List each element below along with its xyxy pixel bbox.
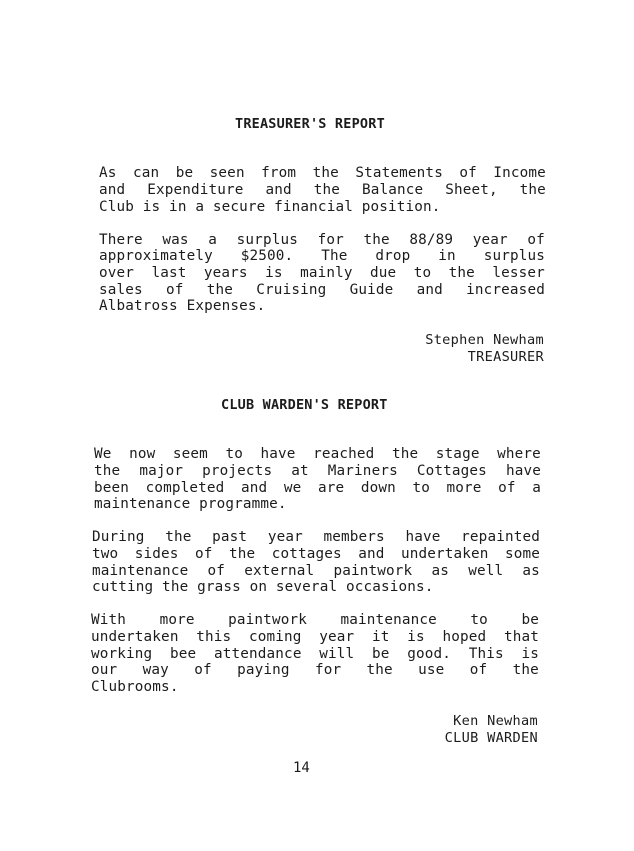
word: There [99, 232, 143, 248]
word: now [129, 446, 156, 462]
word: of [194, 662, 212, 678]
warden-signature-title: CLUB WARDEN [444, 730, 538, 746]
word: way [142, 662, 169, 678]
word: Income [493, 165, 546, 181]
word: to [412, 480, 430, 496]
word: Cottages [416, 463, 487, 479]
word: of [166, 282, 184, 298]
word: our [91, 662, 118, 678]
word: of [498, 480, 516, 496]
word: of [527, 232, 545, 248]
word: stage [435, 446, 480, 462]
word: cottages [271, 546, 342, 562]
word: coming [249, 629, 302, 645]
word: from [261, 165, 297, 181]
word: Cruising [256, 282, 327, 298]
word: surplus [236, 232, 298, 248]
paragraph-line [92, 563, 540, 579]
word: to [470, 612, 488, 628]
word: the [512, 662, 539, 678]
word: increased [466, 282, 545, 298]
word: drop [375, 248, 411, 264]
word: be [372, 646, 390, 662]
word: The [321, 248, 348, 264]
word: years [203, 265, 248, 281]
paragraph-line [99, 282, 545, 298]
word: bee [170, 646, 197, 662]
word: and [265, 182, 292, 198]
word: paying [237, 662, 290, 678]
word: more [159, 612, 195, 628]
word: the [228, 546, 256, 562]
word: in [438, 248, 456, 264]
word: where [497, 446, 541, 462]
word: have [505, 463, 541, 479]
word: paintwork [333, 563, 413, 579]
word: that [503, 629, 539, 645]
word: we [283, 480, 302, 496]
word: can [132, 165, 160, 181]
paragraph-line [99, 232, 545, 248]
paragraph-line [92, 546, 540, 562]
paragraph-line [91, 662, 539, 678]
word: working [91, 646, 153, 662]
word: for [314, 662, 342, 678]
word: Guide [349, 282, 394, 298]
word: hoped [442, 629, 487, 645]
word: use [418, 662, 445, 678]
warden-signature-name: Ken Newham [453, 713, 538, 729]
word: is [265, 265, 283, 281]
word: Balance [361, 182, 424, 198]
word: is [521, 646, 539, 662]
word: During [92, 529, 145, 545]
treasurer-signature-name: Stephen Newham [425, 332, 544, 348]
word: of [194, 546, 213, 562]
word: a [532, 480, 541, 496]
word: year [319, 629, 355, 645]
word: more [446, 480, 482, 496]
word: of [469, 662, 488, 678]
word: the [94, 463, 121, 479]
word: Statements [355, 165, 443, 181]
word: members [323, 529, 385, 545]
word: been [94, 480, 130, 496]
paragraph-line [91, 646, 539, 662]
word: have [260, 446, 296, 462]
word: to [225, 446, 243, 462]
word: the [366, 662, 393, 678]
word: seem [172, 446, 208, 462]
paragraph-line: Clubrooms. [91, 679, 179, 695]
word: year [472, 232, 508, 248]
paragraph-line [99, 248, 545, 264]
word: surplus [483, 248, 545, 264]
word: year [267, 529, 303, 545]
word: attendance [214, 646, 302, 662]
word: projects [202, 463, 273, 479]
word: 88/89 [409, 232, 454, 248]
word: undertaken [91, 629, 179, 645]
word: Mariners [327, 463, 398, 479]
word: to [413, 265, 432, 281]
word: major [139, 463, 184, 479]
word: the [206, 282, 234, 298]
word: be [175, 165, 194, 181]
paragraph-line [91, 612, 539, 628]
word: Expenditure [147, 182, 244, 198]
word: the [448, 265, 475, 281]
paragraph-line [94, 446, 541, 462]
word: and [358, 546, 385, 562]
word: will [319, 646, 355, 662]
paragraph-line: cutting the grass on several occasions. [92, 579, 434, 595]
word: and [241, 480, 268, 496]
word: the [391, 446, 419, 462]
word: down [360, 480, 396, 496]
word: seen [209, 165, 245, 181]
word: it [372, 629, 390, 645]
word: the [313, 182, 340, 198]
paragraph-line [99, 265, 545, 281]
word: be [521, 612, 539, 628]
word: mainly [300, 265, 353, 281]
word: due [370, 265, 397, 281]
paragraph-line [99, 165, 546, 181]
word: maintenance [92, 563, 189, 579]
word: for [317, 232, 344, 248]
word: maintenance [340, 612, 437, 628]
word: good. [407, 646, 452, 662]
word: and [416, 282, 443, 298]
word: paintwork [228, 612, 307, 628]
paragraph-line [94, 463, 541, 479]
word: well [468, 563, 504, 579]
word: the [363, 232, 390, 248]
word: as [431, 563, 450, 579]
word: Sheet, [445, 182, 498, 198]
word: undertaken [400, 546, 489, 562]
club-warden-report-heading: CLUB WARDEN'S REPORT [221, 397, 388, 413]
word: external [244, 563, 315, 579]
word: We [94, 446, 112, 462]
word: of [459, 165, 477, 181]
word: the [165, 529, 192, 545]
word: repainted [461, 529, 540, 545]
word: two [92, 546, 119, 562]
word: as [522, 563, 540, 579]
word: was [162, 232, 189, 248]
word: are [317, 480, 345, 496]
paragraph-line [92, 529, 540, 545]
word: As [99, 165, 117, 181]
word: have [405, 529, 441, 545]
word: is [407, 629, 425, 645]
word: lesser [492, 265, 545, 281]
paragraph-line [91, 629, 539, 645]
page-number: 14 [293, 760, 310, 776]
word: of [207, 563, 226, 579]
paragraph-line [94, 480, 541, 496]
word: a [208, 232, 218, 248]
paragraph-line: Albatross Expenses. [99, 298, 266, 314]
word: This [468, 646, 504, 662]
treasurer-report-heading: TREASURER'S REPORT [235, 116, 385, 132]
word: With [91, 612, 127, 628]
treasurer-signature-title: TREASURER [467, 349, 544, 365]
word: sales [99, 282, 143, 298]
word: some [504, 546, 540, 562]
word: reached [313, 446, 375, 462]
paragraph-line [99, 182, 546, 198]
paragraph-line: Club is in a secure financial position. [99, 199, 441, 215]
paragraph-line: maintenance programme. [94, 496, 287, 512]
word: completed [145, 480, 225, 496]
word: last [151, 265, 187, 281]
word: sides [134, 546, 179, 562]
word: $2500. [240, 248, 294, 264]
word: approximately [99, 248, 213, 264]
word: past [212, 529, 248, 545]
word: at [291, 463, 309, 479]
word: the [312, 165, 339, 181]
word: the [519, 182, 546, 198]
word: over [99, 265, 135, 281]
word: this [196, 629, 232, 645]
word: and [99, 182, 126, 198]
